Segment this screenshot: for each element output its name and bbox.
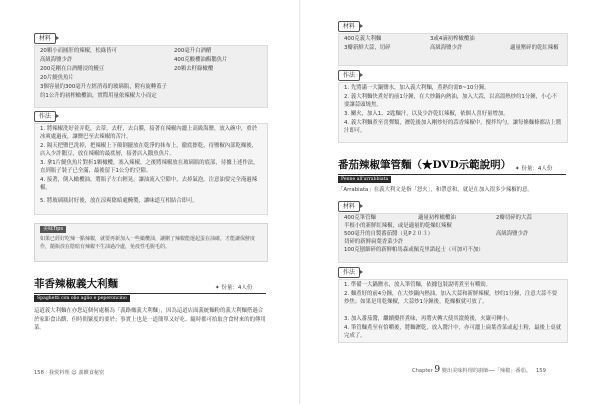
- tip-label: 美味Tips: [40, 226, 66, 233]
- right-page: [300, 0, 600, 404]
- page-number: 158: [34, 370, 44, 376]
- material-item: 3或4滴初榨橄欖油: [430, 36, 475, 42]
- servings-text: 份量：4人份: [521, 166, 553, 172]
- material-item: 3瓣新鮮大蒜，切碎: [344, 45, 391, 51]
- material-item: 200毫升白酒醋: [174, 48, 212, 54]
- chapter-title: 變出美味料理的廚師──「辣椒」番茄。: [441, 368, 532, 374]
- material-item: 適量初榨橄欖油: [418, 215, 456, 221]
- servings: [515, 165, 552, 173]
- material-item: 高級海鹽少許: [40, 57, 73, 63]
- method-label: 作法: [338, 267, 360, 278]
- material-item: 400克酸櫻油酶鵝魚片: [174, 57, 228, 63]
- recipe-intro: 這道義大利麵在亦您這個何處稱為「義路橄義大利麵」，因為這道店面義統麵粉的義大利麵搭過合於家鉅食出饌，但時間緊度的要於；事實上也是一道簡單又好吃、隨時都可拾取含食材來的的傳用菜。: [34, 308, 266, 332]
- title-underline: [34, 293, 266, 294]
- method-step: 5. 將玻璃瓶封好後，放在涼爽陰暗處醃製，讓味道互相結合即可。: [40, 198, 198, 204]
- material-item: 2瓣切碎的大蒜: [496, 215, 532, 221]
- material-item: 適量壓碎的乾紅辣椒: [510, 45, 559, 51]
- method-step: 3. 加入番茄醬，繼續攪拌煮味，再將火轉大使其滾燒後，火嚴可轉小。: [344, 316, 513, 322]
- footer-right: [412, 366, 546, 375]
- material-item: 20顆去籽綠橄欖: [174, 66, 214, 72]
- title-underline: [338, 174, 566, 175]
- method-step: 3. 拿1片鯷魚魚片對折1顆橄欖，塞入辣椒，之後將辣椒放在玻璃瓶的底部，待據上述作法，直到瓶子裝子已全滿，最後留下1公分的空隙。: [40, 160, 259, 174]
- method-step: 4. 接著，倒入橄欖油，將瓶子左右輕晃，讓油流入空隙中，去掉氣泡，注意油要完全淹過辣椒。: [40, 177, 258, 191]
- materials-label: 材料: [34, 33, 56, 44]
- servings: [215, 284, 252, 292]
- method-step: 2. 隔天把鹽巴洗掉，把辣椒上下顛倒擺放在乾淨的抹布上，徹底擦乾，待鹽椒內部乾燥後，店入少許鵝豆，放在辣椒的最底層，接著店入鵝魚魚片。: [40, 143, 258, 157]
- material-item: 100克刨細碎的新鮮帕馬森或佩克里諾起士（可加可不加）: [344, 247, 484, 253]
- material-item: 高級海鹽少許: [496, 231, 529, 237]
- fork-icon: ✦: [515, 166, 520, 172]
- material-item: 200克剛在白酒醋浸的鰻豆: [40, 66, 105, 72]
- recipe-intro: 「Arrabiata」在義大利文是指「怒火」，和帶意和，就是在加入很多少辣椒的意。: [338, 187, 533, 193]
- materials-label: 材料: [338, 201, 360, 212]
- material-item: 20顆小而圓肝的辣椒，松綠皆可: [40, 48, 117, 54]
- material-item: 切碎的新鮮扁葉香菜少許: [344, 239, 404, 245]
- materials-label: 材料: [338, 21, 360, 32]
- method-step: 1. 準備一大鍋鹽水，放入筆管麵，依據包裝說明煮至有嚼勁。: [344, 282, 492, 288]
- recipe-english-title: Penne all'arrabbiata: [338, 176, 391, 183]
- method-label: 作法: [34, 111, 56, 122]
- tip-text: 如果已經好吃辣一點辣椒，就要再新加入一些橄欖油，讓剛了辣椒能運起蛋在油確，才能讓保鮮度作，隨瓶放在陰暗有辣椒不生油過冷處，免疫性毛脫毛的。: [40, 236, 256, 251]
- book-title: 我愛料理 ☺ 義饌食秘密: [48, 370, 105, 376]
- page-number: 159: [536, 368, 546, 374]
- recipe-english-title: Spaghetti con olio aglio e peperoncino: [34, 295, 130, 302]
- method-step: 2. 義大利麵快煮好的前1分鐘，在大炒鍋內熱油，加入大蒜，以高溫熱炒約1分鐘，小心不要讓蒜頭燒焦。: [344, 94, 558, 108]
- recipe-title: 番茄辣椒筆管麵（★DVD示範說明）: [338, 159, 512, 171]
- method-label: 作法: [338, 70, 360, 81]
- material-item: 400克筆管麵: [344, 215, 376, 221]
- footer-left: [34, 369, 104, 377]
- material-item: 半根小的新鮮紅辣椒，或是適量的乾燥紅辣椒: [344, 223, 452, 229]
- method-step: 1. 先將滿一大鍋鹽水，加入義大利麵，煮熟約需8~10分鐘。: [344, 85, 490, 91]
- method-step: 3. 關火，加入1、2匙麵汁，以及少許乾紅辣椒，依個人喜好量增加。: [344, 111, 509, 117]
- material-item: 400克義大利麵: [344, 36, 382, 42]
- material-item: 20片鯷魚魚片: [40, 75, 74, 81]
- material-item: 500毫升的自製番茄醬（見P２０３）: [344, 231, 434, 237]
- method-step: 2. 麵煮好的前4分鐘，在大炒鍋內熱油，加入大蒜和新鮮辣椒，炒約1分鐘，注意大蒜不要炒焦；如果是用乾燥椒，大蒜炒1分鐘後，乾燥椒就可放了。: [344, 291, 558, 305]
- method-step: 4. 筆管麵煮至有恰嚼後，將麵瀝乾，放入醬汁中，亦可灑上扁葉香菜或起士粉，最後上桌就完成了。: [344, 325, 562, 339]
- material-item: 3個容量約300毫升左經消毒的玻璃瓶，附有旋轉蓋子: [40, 84, 167, 90]
- method-step: 1. 將辣椒洗好並弄乾，去蒂，去籽，去白膜，接著在辣椒內灑上高級海鹽，放入碗中，重於冰爽處過夜，讓鹽巴至去辣椒的苦汁。: [40, 126, 258, 140]
- fork-icon: ✦: [215, 285, 220, 291]
- chapter-label: Chapter: [412, 368, 433, 374]
- recipe-title: 菲香辣椒義大利麵: [34, 278, 118, 290]
- material-item: 高級海鹽少許: [430, 45, 463, 51]
- servings-text: 份量：4人份: [221, 285, 253, 291]
- material-item: 約1公升的初榨橄欖油，實際用量依辣椒大小而定: [40, 93, 157, 99]
- chapter-number: 9: [434, 365, 441, 375]
- method-step: 4. 義大利麵煮至喜彈類，瀝乾後加入剛炒好的蒜香辣椒中，攪拌均勻，讓每條麵條都沾上醬汁即可。: [344, 120, 562, 134]
